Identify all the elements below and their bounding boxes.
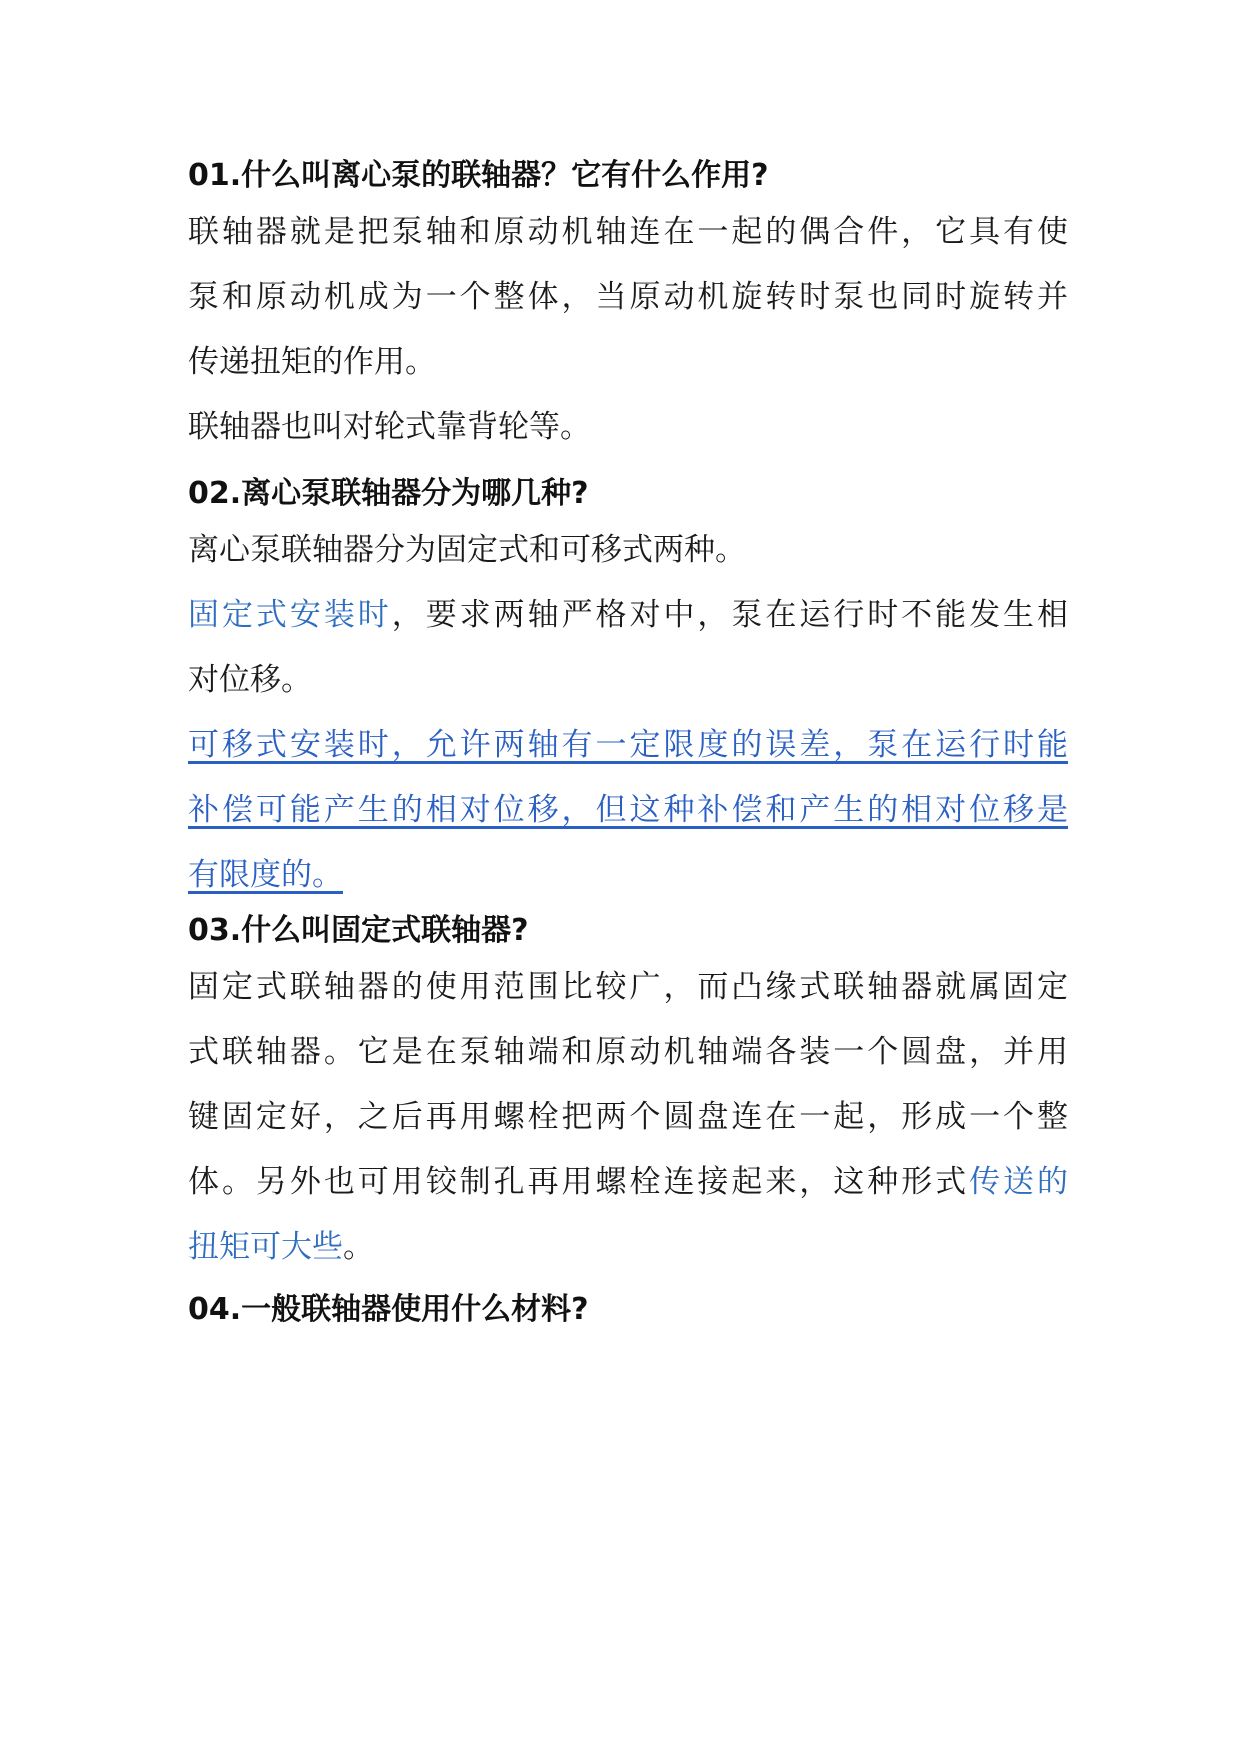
movable-install-link-3[interactable]: 有限度的。 bbox=[188, 857, 343, 893]
section-03-heading: 03.什么叫固定式联轴器? bbox=[188, 913, 529, 948]
section-03-line-4-text: 体。另外也可用铰制孔再用螺栓连接起来，这种形式 bbox=[188, 1164, 970, 1200]
section-02-fixed-line-1 bbox=[188, 583, 1068, 648]
section-04-heading: 04.一般联轴器使用什么材料? bbox=[188, 1292, 589, 1327]
section-03-line-3: 键固定好，之后再用螺栓把两个圆盘连在一起，形成一个整 bbox=[188, 1099, 1068, 1135]
torque-link-part-1[interactable]: 传送的 bbox=[969, 1164, 1068, 1200]
section-02-intro: 离心泵联轴器分为固定式和可移式两种。 bbox=[188, 532, 746, 568]
section-03-line-4 bbox=[188, 1150, 1068, 1215]
section-01-note: 联轴器也叫对轮式靠背轮等。 bbox=[188, 409, 591, 445]
section-03-line-5 bbox=[188, 1215, 1068, 1280]
section-02-movable-line-2[interactable] bbox=[188, 778, 1068, 843]
section-02-movable-line-1[interactable] bbox=[188, 713, 1068, 778]
section-01-line-3: 传递扭矩的作用。 bbox=[188, 344, 436, 380]
section-02-paragraph bbox=[188, 518, 1068, 908]
movable-install-link-1[interactable]: 可移式安装时，允许两轴有一定限度的误差，泵在运行时能 bbox=[188, 727, 1068, 763]
section-03-line-1: 固定式联轴器的使用范围比较广，而凸缘式联轴器就属固定 bbox=[188, 969, 1068, 1005]
fixed-install-link[interactable]: 固定式安装时 bbox=[188, 597, 392, 633]
section-03-paragraph bbox=[188, 955, 1068, 1280]
movable-install-link-2[interactable]: 补偿可能产生的相对位移，但这种补偿和产生的相对位移是 bbox=[188, 792, 1068, 828]
section-01-line-1: 联轴器就是把泵轴和原动机轴连在一起的偶合件，它具有使 bbox=[188, 214, 1068, 250]
section-03-line-2: 式联轴器。它是在泵轴端和原动机轴端各装一个圆盘，并用 bbox=[188, 1034, 1068, 1070]
torque-link-part-2[interactable]: 扭矩可大些 bbox=[188, 1229, 343, 1265]
section-02-fixed-line-2: 对位移。 bbox=[188, 662, 312, 698]
section-02-movable-line-3[interactable] bbox=[188, 843, 1068, 908]
section-02-heading: 02.离心泵联轴器分为哪几种? bbox=[188, 476, 589, 511]
section-01-paragraph bbox=[188, 200, 1068, 460]
fixed-install-text: ，要求两轴严格对中，泵在运行时不能发生相 bbox=[391, 597, 1069, 633]
section-01-heading: 01.什么叫离心泵的联轴器？它有什么作用? bbox=[188, 158, 769, 193]
section-03-line-5-end: 。 bbox=[343, 1229, 374, 1265]
section-01-line-2: 泵和原动机成为一个整体，当原动机旋转时泵也同时旋转并 bbox=[188, 279, 1068, 315]
